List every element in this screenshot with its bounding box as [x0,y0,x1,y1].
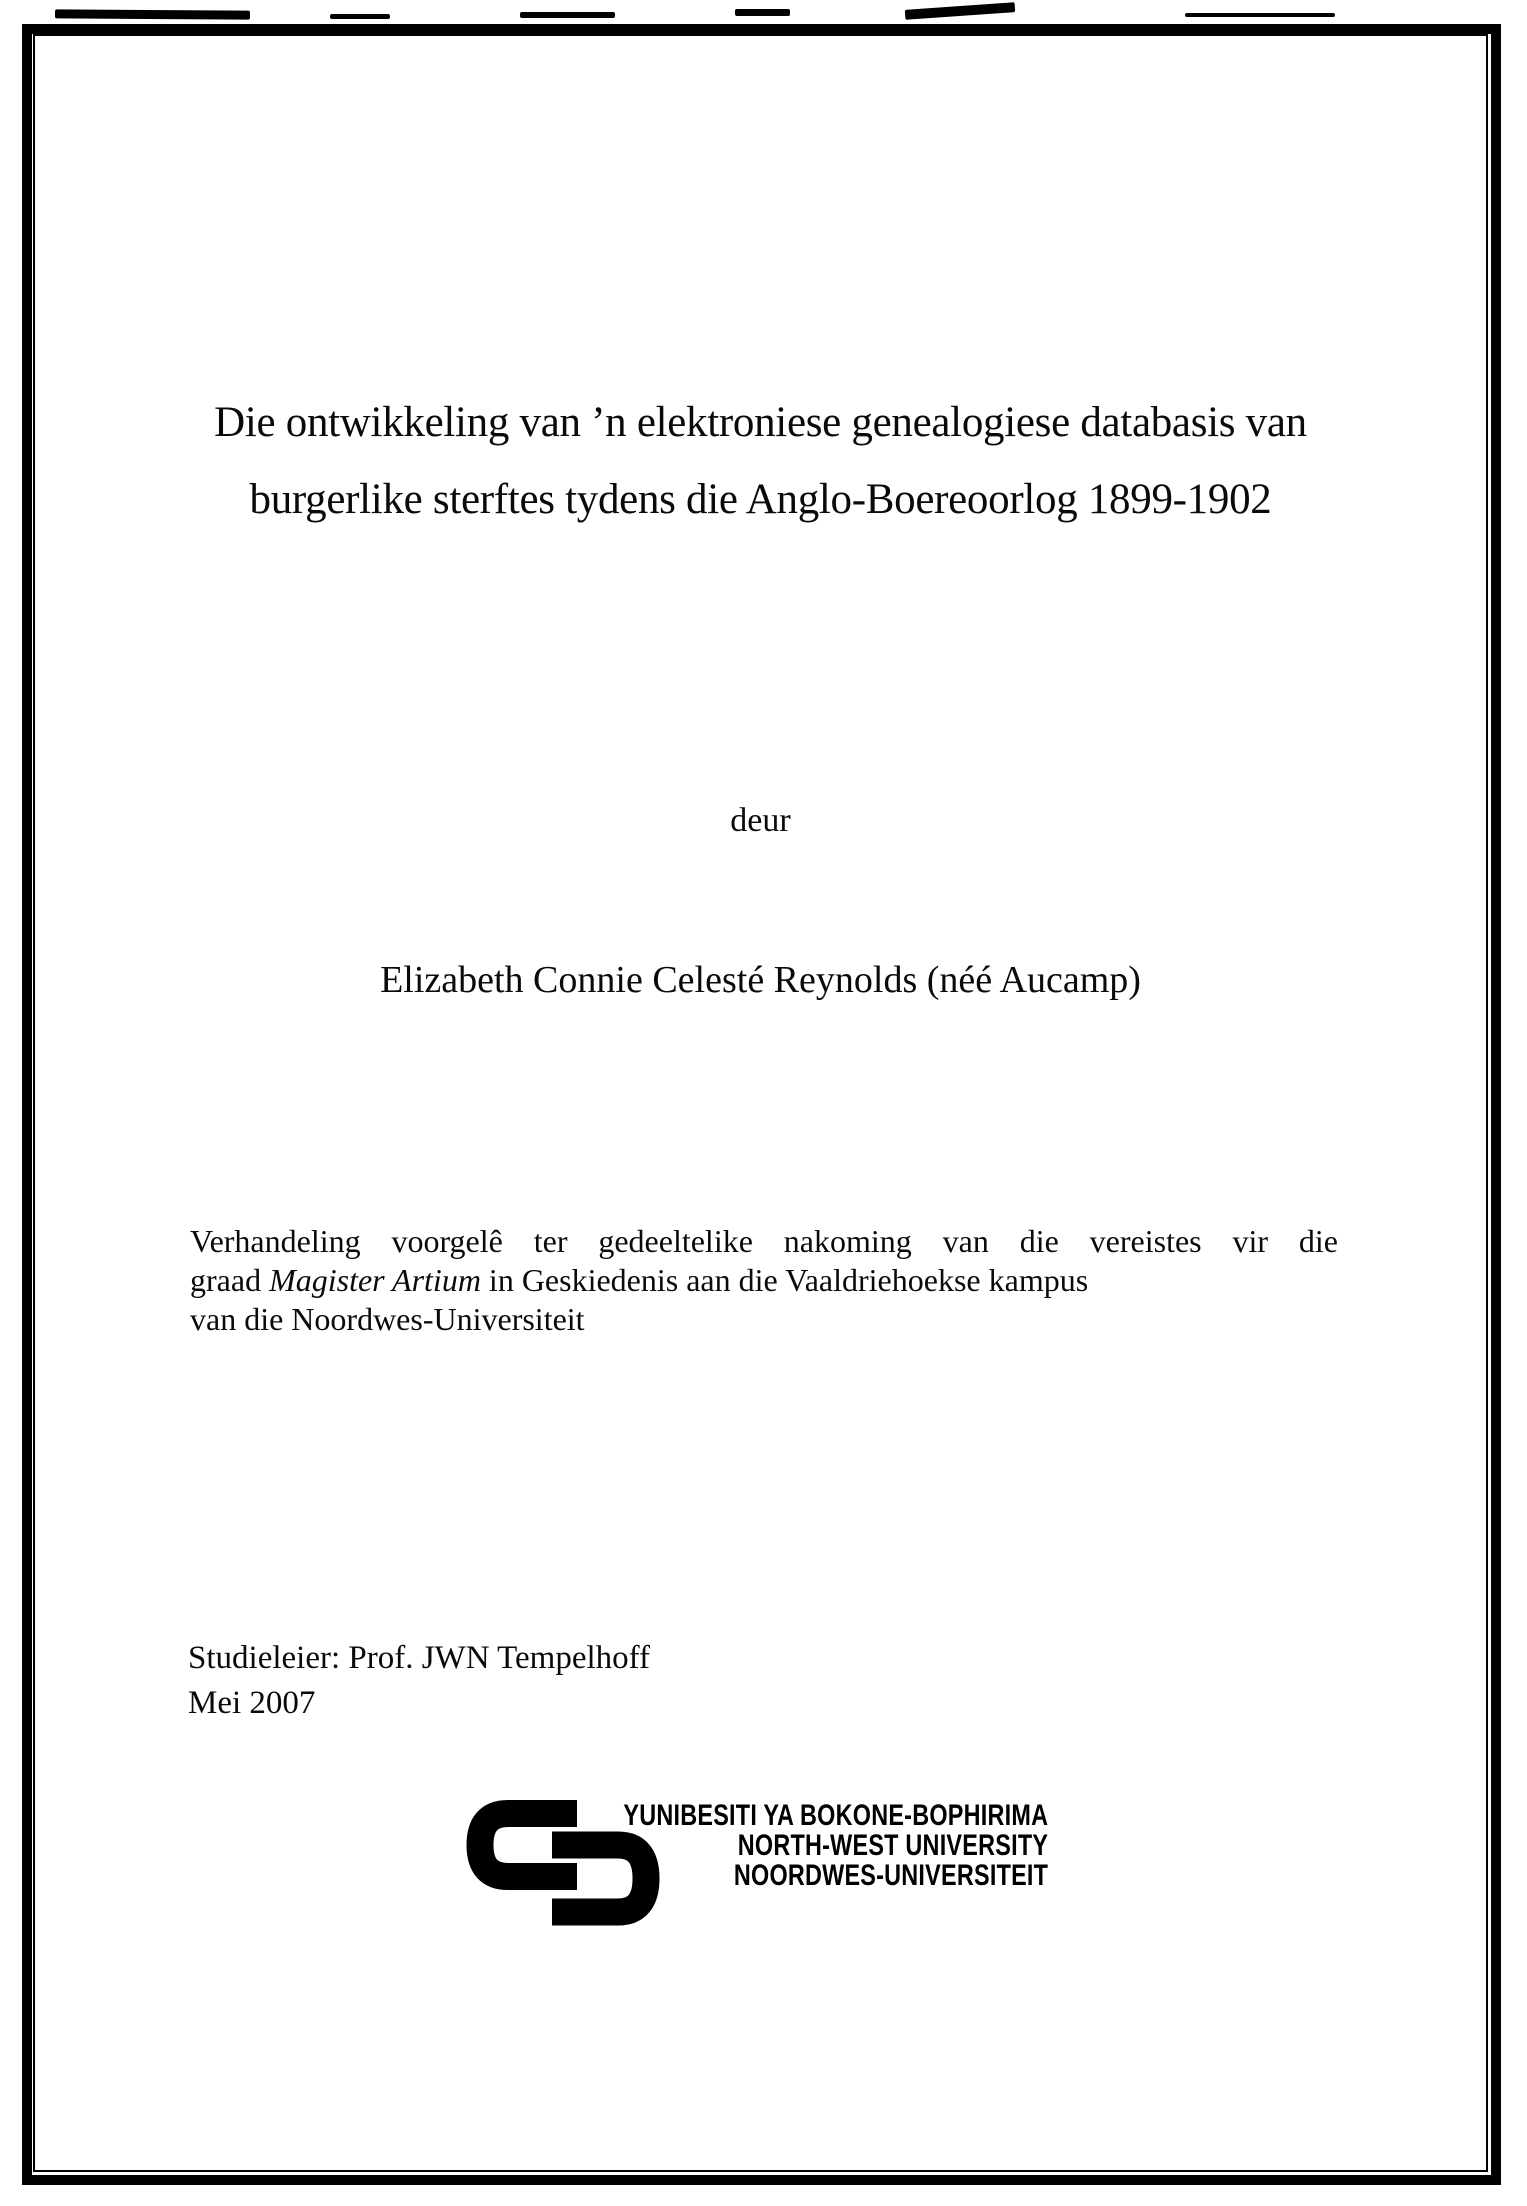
byline-label: deur [730,802,791,839]
scan-artifact [55,9,250,19]
logo-line-english: NORTH-WEST UNIVERSITY [737,1829,1049,1862]
author-name: Elizabeth Connie Celesté Reynolds (néé Aucamp) [380,959,1141,1001]
thesis-title-line1: Die ontwikkeling van ’n elektroniese genealogiese databasis van [214,399,1307,446]
supervisor-block [188,1636,650,1726]
nwu-logo-wordmark [588,1801,1048,1891]
degree-statement-line3: van die Noordwes-Universiteit [190,1301,585,1337]
logo-line-setswana: YUNIBESITI YA BOKONE-BOPHIRIMA [623,1799,1049,1832]
scan-artifact [905,2,1015,20]
degree-statement-line1: Verhandeling voorgelê ter gedeeltelike nakoming van die vereistes vir die [190,1223,1338,1259]
degree-statement [190,1222,1338,1339]
scan-artifact [735,9,790,16]
supervisor-line: Studieleier: Prof. JWN Tempelhoff [188,1640,651,1676]
logo-line-afrikaans: NOORDWES-UNIVERSITEIT [733,1859,1049,1892]
degree-statement-line2 [190,1261,1338,1300]
thesis-title [33,384,1488,538]
degree-name: Magister Artium [269,1262,481,1298]
thesis-title-line2: burgerlike sterftes tydens die Anglo-Boereoorlog 1899-1902 [249,476,1272,523]
degree-statement-line2-pre: graad [190,1262,270,1298]
degree-statement-line2-post: in Geskiedenis aan die Vaaldriehoekse kampus [480,1262,1089,1298]
date-line: Mei 2007 [188,1685,316,1721]
scan-artifact [520,12,615,18]
scan-artifact [330,14,390,19]
scan-artifact [1185,13,1335,17]
